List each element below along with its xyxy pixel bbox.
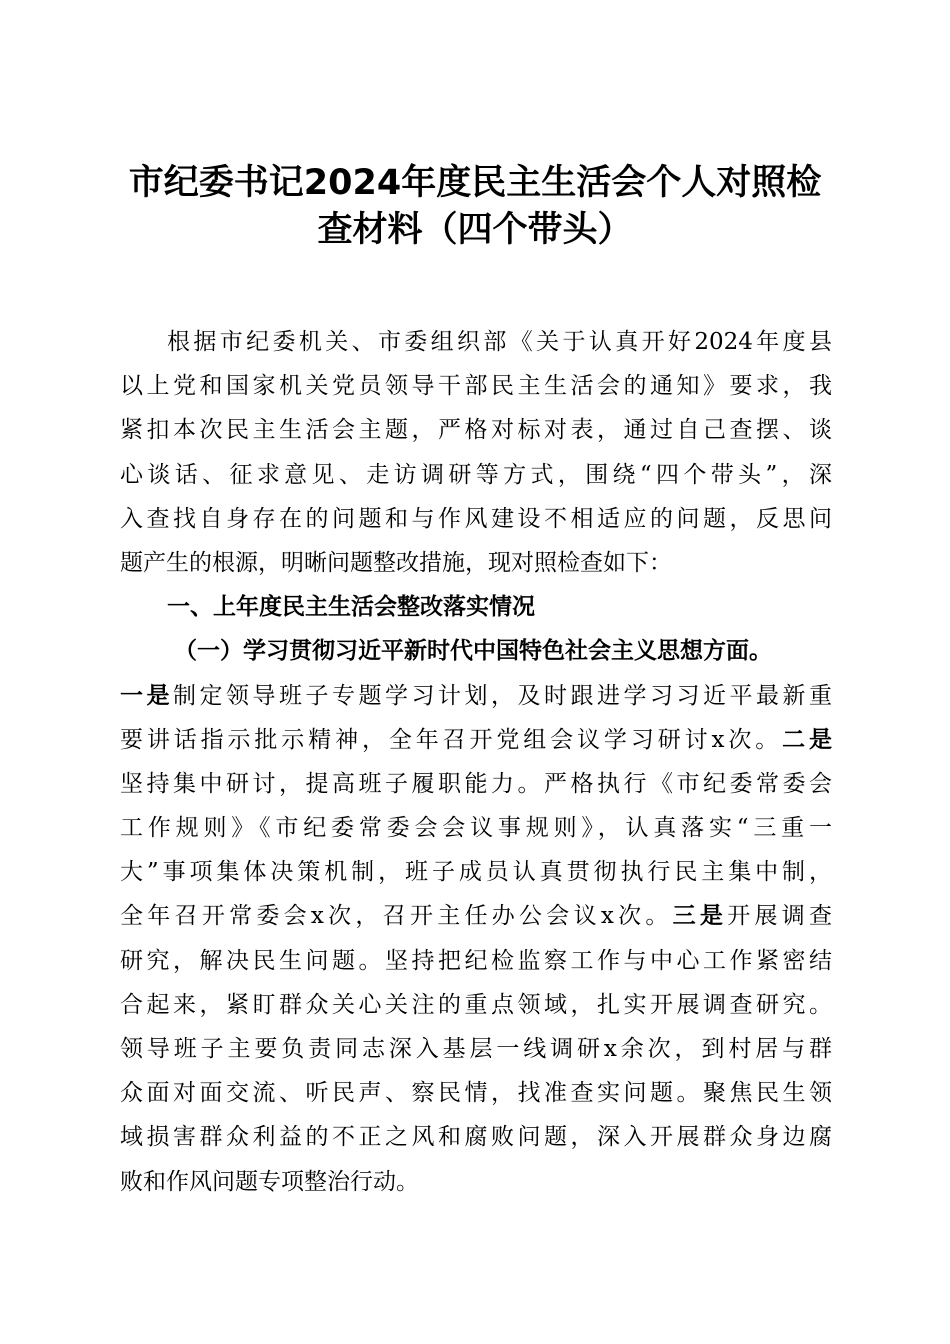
intro-line-1: 根据市纪委机关、市委组织部《关于认真开好2024年度县 [167,329,832,355]
para-line-3: 坚持集中研讨，提高班子履职能力。严格执行《市纪委常委会 [120,770,832,797]
title-line-1: 市纪委书记2024年度民主生活会个人对照检 [128,163,822,203]
para-line-9: 领导班子主要负责同志深入基层一线调研x余次，到村居与群 [120,1036,832,1062]
title-line-2: 查材料（四个带头） [317,210,633,250]
para-line-8: 合起来，紧盯群众关心关注的重点领域，扎实开展调查研究。 [120,991,832,1018]
para-line-11: 域损害群众利益的不正之风和腐败问题，深入开展群众身边腐 [120,1124,832,1151]
intro-line-6: 题产生的根源，明晰问题整改措施，现对照检查如下： [120,549,672,576]
point-lead: 一是 [120,682,173,709]
intro-line-2: 以上党和国家机关党员领导干部民主生活会的通知》要求，我 [120,373,832,400]
point-lead: 二是 [782,726,832,753]
para-line-5: 大”事项集体决策机制，班子成员认真贯彻执行民主集中制， [120,859,832,886]
intro-line-3: 紧扣本次民主生活会主题，严格对标对表，通过自己查摆、谈 [120,417,832,444]
para-line-10: 众面对面交流、听民声、察民情，找准查实问题。聚焦民生领 [120,1080,832,1107]
para-line-2: 要讲话指示批示精神，全年召开党组会议学习研讨x次。二是 [120,726,832,753]
point-lead: 三是 [672,903,728,930]
para-line-12: 败和作风问题专项整治行动。 [120,1168,419,1195]
document-title [100,160,850,254]
para-line-7: 研究，解决民生问题。坚持把纪检监察工作与中心工作紧密结 [120,947,832,974]
para-line-1: 一是制定领导班子专题学习计划，及时跟进学习习近平最新重 [120,682,832,709]
subsection-heading: （一）学习贯彻习近平新时代中国特色社会主义思想方面。 [174,637,772,665]
intro-line-4: 心谈话、征求意见、走访调研等方式，围绕“四个带头”，深 [120,461,832,488]
intro-line-5: 入查找自身存在的问题和与作风建设不相适应的问题，反思问 [120,505,832,532]
document-body [120,320,832,1204]
section-heading: 一、上年度民主生活会整改落实情况 [167,594,535,621]
para-line-6: 全年召开常委会x次，召开主任办公会议x次。三是开展调查 [120,903,833,930]
para-line-4: 工作规则》《市纪委常委会会议事规则》，认真落实“三重一 [120,815,832,842]
